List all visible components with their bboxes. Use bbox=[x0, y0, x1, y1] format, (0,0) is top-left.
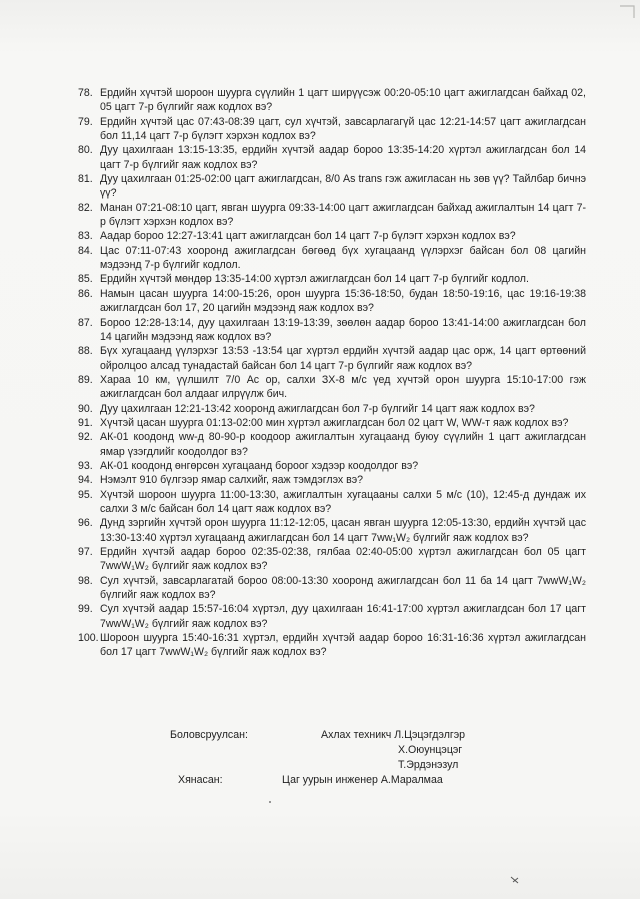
question-text: АК-01 коодонд өнгөрсөн хугацаанд бороог хэдээр коодолдог вэ? bbox=[100, 459, 419, 472]
question-number: 97. bbox=[78, 546, 93, 558]
question-item bbox=[78, 201, 586, 230]
prepared-name-2: Х.Оюунцэцэг bbox=[398, 744, 463, 756]
question-text: Хүчтэй цасан шуурга 01:13-02:00 мин хүртэл ажиглагдсан бол 02 цагт W, WW-т яаж кодлох вэ? bbox=[100, 416, 569, 429]
reviewed-name: Цаг уурын инженер А.Маралмаа bbox=[282, 774, 443, 786]
question-text: Шороон шуурга 15:40-16:31 хүртэл, ердийн хүчтэй аадар бороо 16:31-16:36 хүртэл ажиглагдсан бол 17 цагт 7wwW₁W₂ бүлгийг яаж кодлох вэ? bbox=[100, 632, 586, 659]
staple-mark-icon bbox=[618, 4, 636, 22]
question-item bbox=[78, 473, 586, 487]
scribble-mark-icon bbox=[510, 875, 520, 885]
question-number: 96. bbox=[78, 517, 93, 530]
question-text: Намын цасан шуурга 14:00-15:26, орон шуурга 15:36-18:50, будан 18:50-19:16, цас 19:16-19:38 ажиглагдсан бол 17, 20 цагийн мэдээнд яаж кодлох вэ? bbox=[100, 287, 586, 315]
question-text: Манан 07:21-08:10 цагт, явган шуурга 09:33-14:00 цагт ажиглагдсан байхад ажиглалтын 14 цагт 7-р бүлэгт хэрхэн кодлох вэ? bbox=[100, 201, 586, 229]
question-item bbox=[78, 229, 586, 243]
question-item bbox=[78, 459, 586, 473]
question-text: Ердийн хүчтэй цас 07:43-08:39 цагт, сул хүчтэй, завсарлагагүй цас 12:21-14:57 цагт ажиглагдсан бол 11,14 цагт 7-р бүлэгт хэрхэн кодлох вэ? bbox=[100, 115, 586, 143]
question-text: Дунд зэргийн хүчтэй орон шуурга 11:12-12:05, цасан явган шуурга 12:05-13:30, ердийн хүчтэй цас 13:30-13:40 хүртэл хугацаанд ажиглагдсан бол 14 цагт 7ww₁W₂ бүлгийг яаж кодлох вэ? bbox=[100, 517, 586, 544]
question-number: 100. bbox=[78, 632, 99, 645]
prepared-name-1: Ахлах техникч Л.Цэцэгдэлгэр bbox=[321, 729, 466, 741]
question-item bbox=[78, 416, 586, 430]
question-item bbox=[78, 488, 586, 517]
question-text: Аадар бороо 12:27-13:41 цагт ажиглагдсан бол 14 цагт 7-р бүлэгт хэрхэн кодлох вэ? bbox=[100, 230, 516, 243]
question-item bbox=[78, 602, 586, 631]
question-number: 87. bbox=[78, 316, 93, 329]
question-number: 81. bbox=[78, 173, 93, 186]
question-list bbox=[78, 86, 586, 660]
question-item bbox=[78, 316, 586, 345]
question-number: 88. bbox=[78, 345, 93, 358]
question-item bbox=[78, 430, 586, 459]
question-text: Ердийн хүчтэй аадар бороо 02:35-02:38, гялбаа 02:40-05:00 хүртэл ажиглагдсан бол 05 цагт 7wwW₁W₂ бүлгийг яаж кодлох вэ? bbox=[100, 546, 586, 573]
question-number: 92. bbox=[78, 431, 93, 444]
question-text: Цас 07:11-07:43 хооронд ажиглагдсан бөгөөд бүх хугацаанд үүлэрхэг байсан бол 08 цагийн мэдээнд 7-р бүлгийг кодлол. bbox=[100, 244, 586, 272]
dot-mark-icon bbox=[268, 800, 272, 804]
question-number: 94. bbox=[78, 474, 93, 487]
question-number: 99. bbox=[78, 603, 93, 616]
prepared-label: Боловсруулсан: bbox=[170, 729, 248, 741]
question-number: 82. bbox=[78, 201, 93, 214]
question-number: 89. bbox=[78, 373, 93, 386]
question-item bbox=[78, 115, 586, 144]
reviewed-label: Хянасан: bbox=[178, 774, 223, 786]
question-number: 86. bbox=[78, 287, 93, 300]
question-text: Хараа 10 км, үүлшилт 7/0 Ac ор, салхи ЗХ-8 м/с үед хүчтэй орон шуурга 15:10-17:00 гэж ажиглагдсан бол алдааг илрүүлж бич. bbox=[100, 373, 586, 401]
question-number: 78. bbox=[78, 87, 93, 99]
question-text: Ердийн хүчтэй шороон шуурга сүүлийн 1 цагт ширүүсэж 00:20-05:10 цагт ажиглагдсан байхад 02, 05 цагт 7-р бүлгийг яаж кодлох вэ? bbox=[100, 87, 586, 114]
question-text: Нэмэлт 910 бүлгээр ямар салхийг, яаж тэмдэглэх вэ? bbox=[100, 474, 364, 487]
question-text: Хүчтэй шороон шуурга 11:00-13:30, ажиглалтын хугацааны салхи 5 м/с (10), 12:45-д дундаж их салхи 3 м/с байсан бол 14 цагт яаж кодлох вэ? bbox=[100, 488, 586, 515]
question-number: 90. bbox=[78, 402, 93, 415]
question-item bbox=[78, 244, 586, 273]
question-text: Сул хүчтэй, завсарлагатай бороо 08:00-13:30 хооронд ажиглагдсан бол 11 ба 14 цагт 7wwW₁W₂ бүлгийг яаж кодлох вэ? bbox=[100, 574, 586, 602]
question-number: 98. bbox=[78, 574, 93, 587]
question-text: Дуу цахилгаан 01:25-02:00 цагт ажиглагдсан, 8/0 As trans гэж ажигласан нь зөв үү? Тайлбар бичнэ үү? bbox=[100, 173, 586, 200]
question-number: 84. bbox=[78, 244, 93, 257]
question-text: Ердийн хүчтэй мөндөр 13:35-14:00 хүртэл ажиглагдсан бол 14 цагт 7-р бүлгийг кодлол. bbox=[100, 273, 529, 286]
question-number: 85. bbox=[78, 273, 93, 286]
question-item bbox=[78, 143, 586, 172]
question-number: 91. bbox=[78, 416, 93, 429]
question-text: Бороо 12:28-13:14, дуу цахилгаан 13:19-13:39, зөөлөн аадар бороо 13:41-14:00 ажиглагдсан бол 14 цагийн мэдээнд яаж кодлох вэ? bbox=[100, 316, 586, 343]
question-number: 79. bbox=[78, 115, 93, 128]
question-item bbox=[78, 287, 586, 316]
question-item bbox=[78, 631, 586, 660]
question-number: 80. bbox=[78, 144, 93, 157]
question-text: Дуу цахилгаан 12:21-13:42 хооронд ажиглагдсан бол 7-р бүлгийг 14 цагт яаж кодлох вэ? bbox=[100, 402, 535, 415]
prepared-name-3: Т.Эрдэнэзул bbox=[398, 759, 459, 771]
question-text: Дуу цахилгаан 13:15-13:35, ердийн хүчтэй аадар бороо 13:35-14:20 хүртэл ажиглагдсан бол 14 цагт 7-р бүлгийг яаж кодлох вэ? bbox=[100, 144, 586, 171]
question-item bbox=[78, 373, 586, 402]
question-number: 93. bbox=[78, 459, 93, 472]
question-item bbox=[78, 402, 586, 416]
question-number: 83. bbox=[78, 230, 93, 243]
question-item bbox=[78, 86, 586, 115]
question-text: Бүх хугацаанд үүлэрхэг 13:53 -13:54 цаг хүртэл ердийн хүчтэй аадар цас орж, 14 цагт өртөөний ойролцоо алсад тунадастай байсан бол 14 цагт 7-р бүлгийг яаж кодлох вэ? bbox=[100, 345, 586, 372]
question-item bbox=[78, 574, 586, 603]
question-item bbox=[78, 516, 586, 545]
question-item bbox=[78, 172, 586, 201]
question-item bbox=[78, 545, 586, 574]
question-item bbox=[78, 344, 586, 373]
question-text: Сул хүчтэй аадар 15:57-16:04 хүртэл, дуу цахилгаан 16:41-17:00 хүртэл ажиглагдсан бол 17 цагт 7wwW₁W₂ бүлгийг яаж кодлох вэ? bbox=[100, 603, 586, 630]
question-number: 95. bbox=[78, 488, 93, 501]
question-item bbox=[78, 272, 586, 286]
question-text: АК-01 коодонд ww-д 80-90-р коодоор ажиглалтын хугацаанд буюу сүүлийн 1 цагт ажиглагдсан ямар үзэгдлийг коодолдог вэ? bbox=[100, 431, 586, 458]
